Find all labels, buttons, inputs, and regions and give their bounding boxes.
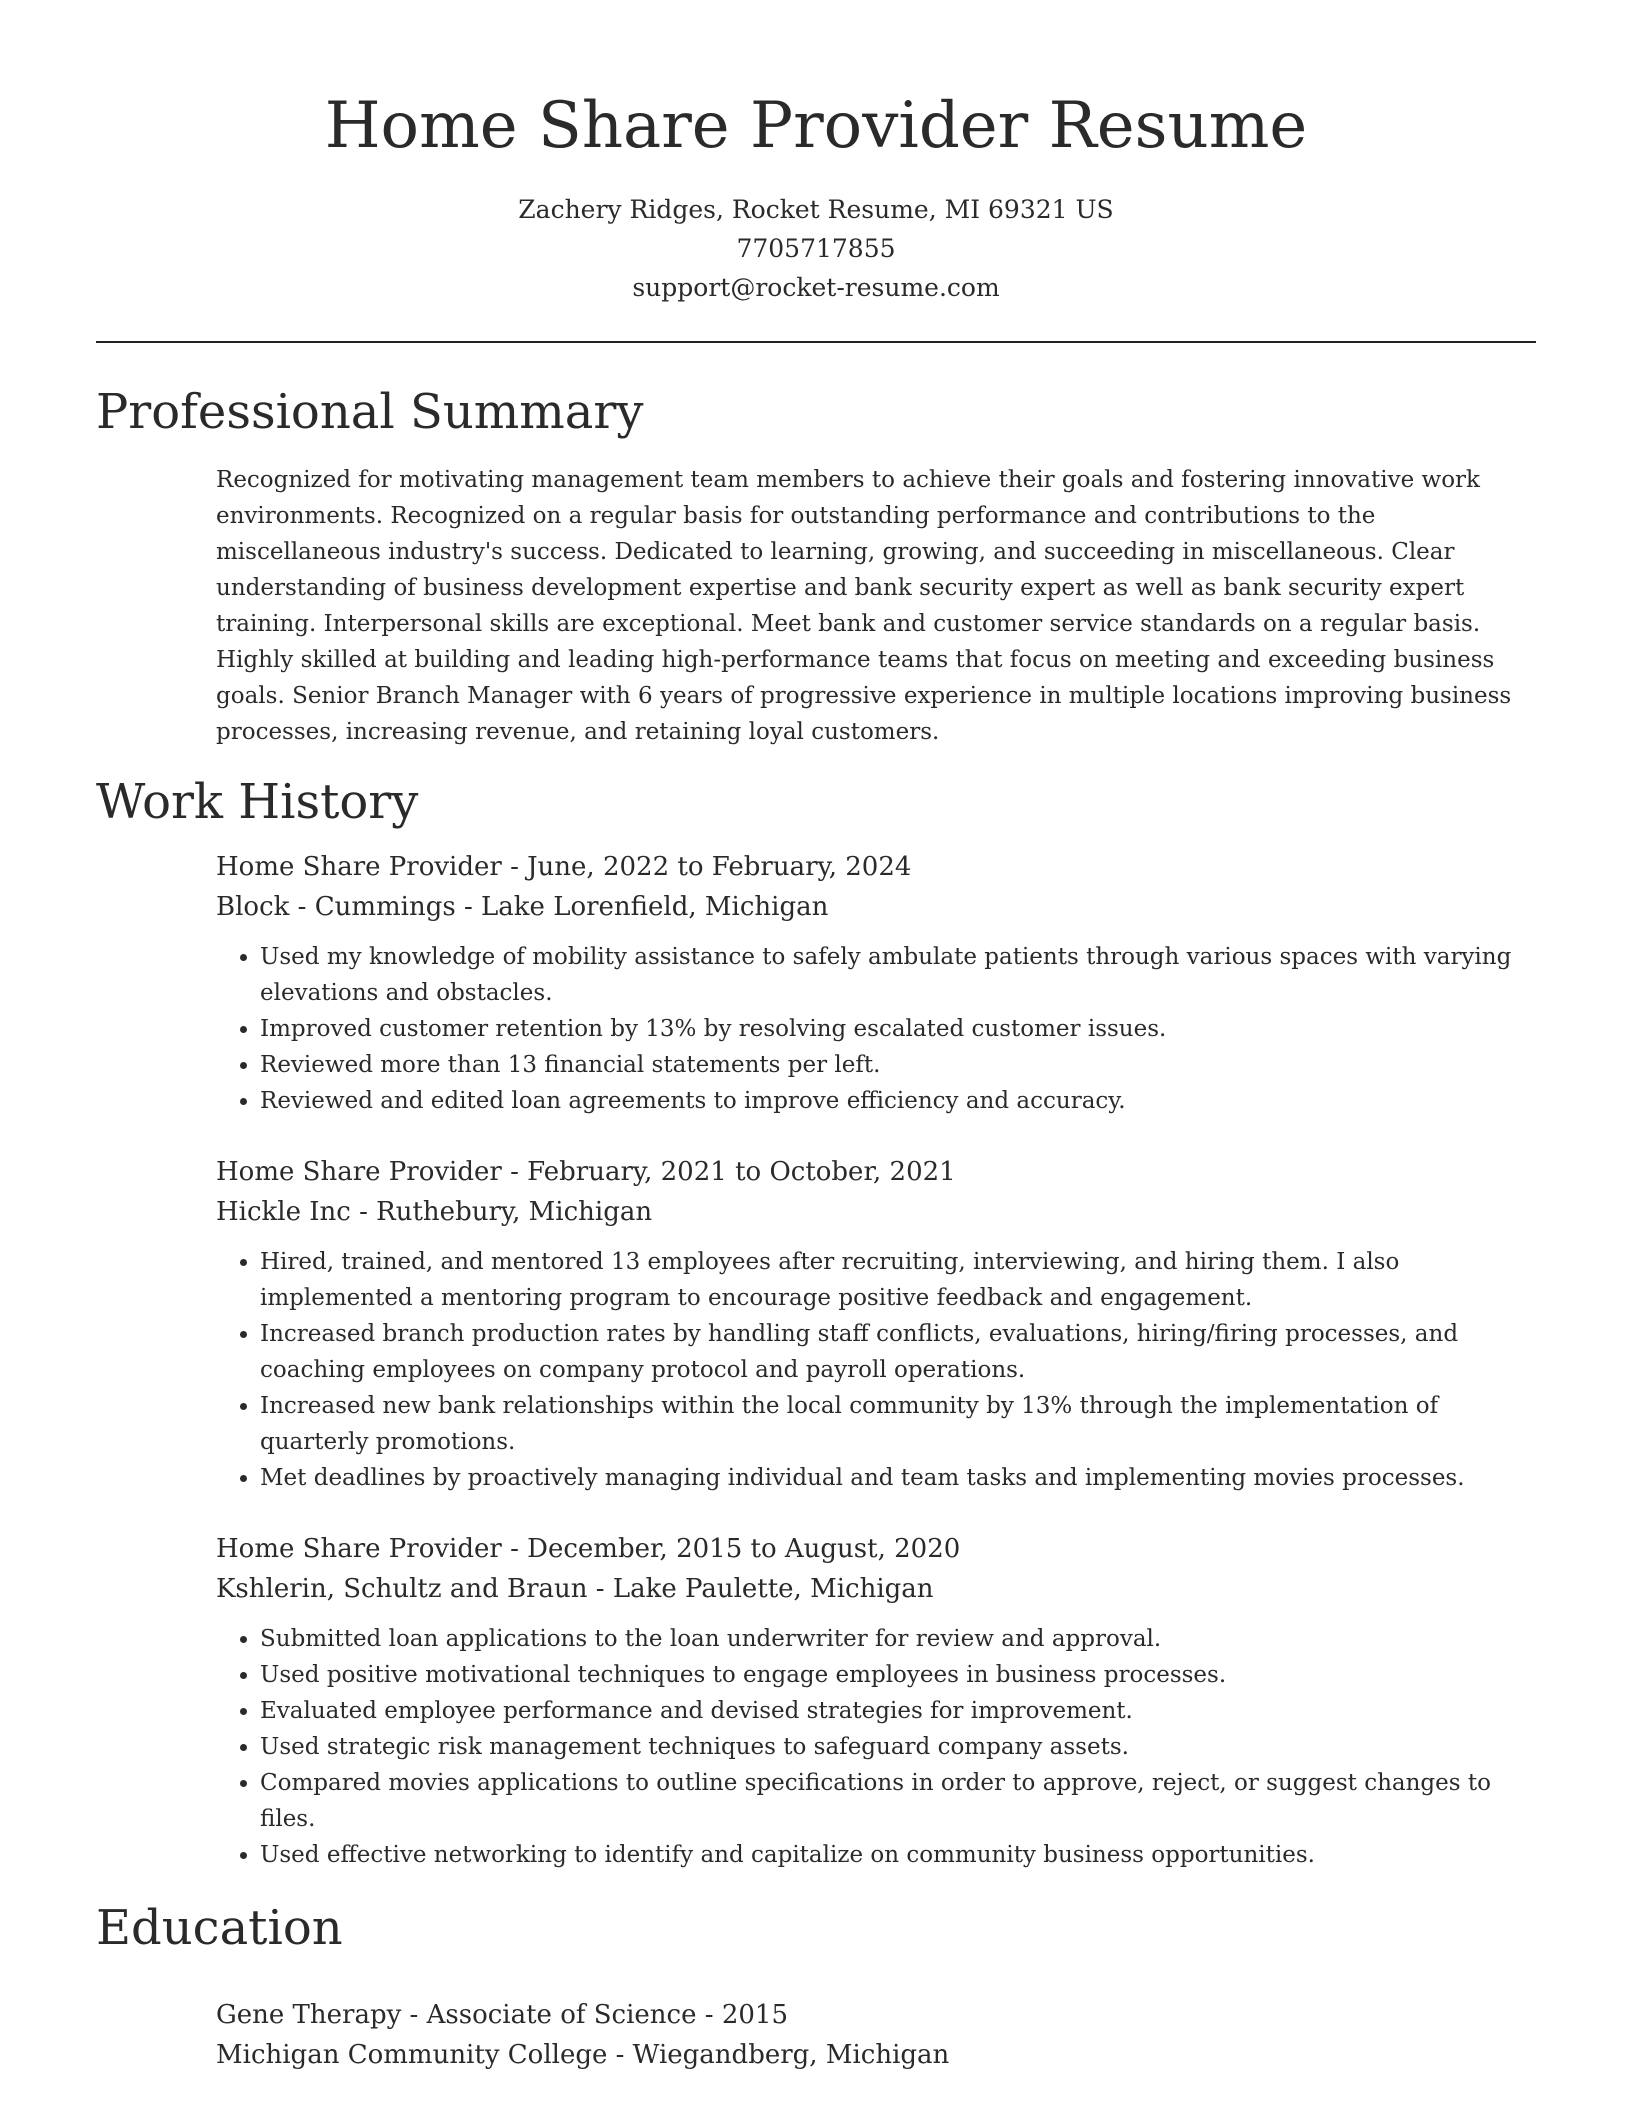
job-bullet: • Reviewed and edited loan agreements to improve efficiency and accuracy. [260, 1083, 1536, 1119]
job-bullet: • Used effective networking to identify and capitalize on community business opportunities. [260, 1837, 1536, 1873]
section-heading-summary: Professional Summary [96, 384, 644, 440]
job-bullet: • Submitted loan applications to the loan underwriter for review and approval. [260, 1621, 1536, 1657]
job-entry [216, 847, 1536, 1119]
job-title-line: Home Share Provider - December, 2015 to August, 2020 [216, 1534, 961, 1564]
job-bullets [216, 1244, 1536, 1496]
job-employer-line: Block - Cummings - Lake Lorenfield, Michigan [216, 892, 829, 922]
job-employer-line: Kshlerin, Schultz and Braun - Lake Paulette, Michigan [216, 1574, 934, 1604]
job-bullets [216, 939, 1536, 1119]
contact-block [0, 190, 1632, 307]
job-bullet: • Reviewed more than 13 financial statements per left. [260, 1047, 1536, 1083]
job-entry [216, 1152, 1536, 1496]
job-bullet: • Used my knowledge of mobility assistance to safely ambulate patients through various spaces with varying elevations and obstacles. [260, 939, 1536, 1011]
section-heading-education: Education [96, 1900, 343, 1956]
summary-text: Recognized for motivating management team members to achieve their goals and fostering innovative work environments. Recognized on a regular basis for outstanding performance and contributions to the miscellaneous industry's success. Dedicated to learning, growing, and succeeding in miscellaneous. Clear understanding of business development expertise and bank security expert as well as bank security expert training. Interpersonal skills are exceptional. Meet bank and customer service standards on a regular basis. Highly skilled at building and leading high-performance teams that focus on meeting and exceeding business goals. Senior Branch Manager with 6 years of progressive experience in multiple locations improving business processes, increasing revenue, and retaining loyal customers. [216, 467, 1512, 745]
contact-email: support@rocket-resume.com [632, 273, 1000, 302]
job-bullet: • Increased branch production rates by handling staff conflicts, evaluations, hiring/firing processes, and coaching employees on company protocol and payroll operations. [260, 1316, 1536, 1388]
contact-address: Zachery Ridges, Rocket Resume, MI 69321 US [518, 195, 1114, 224]
job-bullet: • Increased new bank relationships within the local community by 13% through the implementation of quarterly promotions. [260, 1388, 1536, 1460]
education-school-line: Michigan Community College - Wiegandberg, Michigan [216, 2040, 950, 2070]
header-divider [96, 341, 1536, 343]
job-title-line: Home Share Provider - June, 2022 to February, 2024 [216, 852, 912, 882]
job-bullet: • Used strategic risk management techniques to safeguard company assets. [260, 1729, 1536, 1765]
job-bullet: • Compared movies applications to outline specifications in order to approve, reject, or suggest changes to files. [260, 1765, 1536, 1837]
job-employer-line: Hickle Inc - Ruthebury, Michigan [216, 1197, 653, 1227]
job-bullet: • Used positive motivational techniques to engage employees in business processes. [260, 1657, 1536, 1693]
job-title-line: Home Share Provider - February, 2021 to October, 2021 [216, 1157, 956, 1187]
education-entry [216, 1995, 1536, 2075]
section-heading-work-history: Work History [96, 774, 419, 830]
education-degree-line: Gene Therapy - Associate of Science - 2015 [216, 2000, 788, 2030]
contact-phone: 7705717855 [736, 234, 896, 263]
resume-title: Home Share Provider Resume [324, 89, 1308, 163]
job-bullet: • Met deadlines by proactively managing individual and team tasks and implementing movies processes. [260, 1460, 1536, 1496]
job-bullets [216, 1621, 1536, 1873]
job-bullet: • Improved customer retention by 13% by resolving escalated customer issues. [260, 1011, 1536, 1047]
job-bullet: • Evaluated employee performance and devised strategies for improvement. [260, 1693, 1536, 1729]
job-bullet: • Hired, trained, and mentored 13 employees after recruiting, interviewing, and hiring them. I also implemented a mentoring program to encourage positive feedback and engagement. [260, 1244, 1536, 1316]
job-entry [216, 1529, 1536, 1873]
